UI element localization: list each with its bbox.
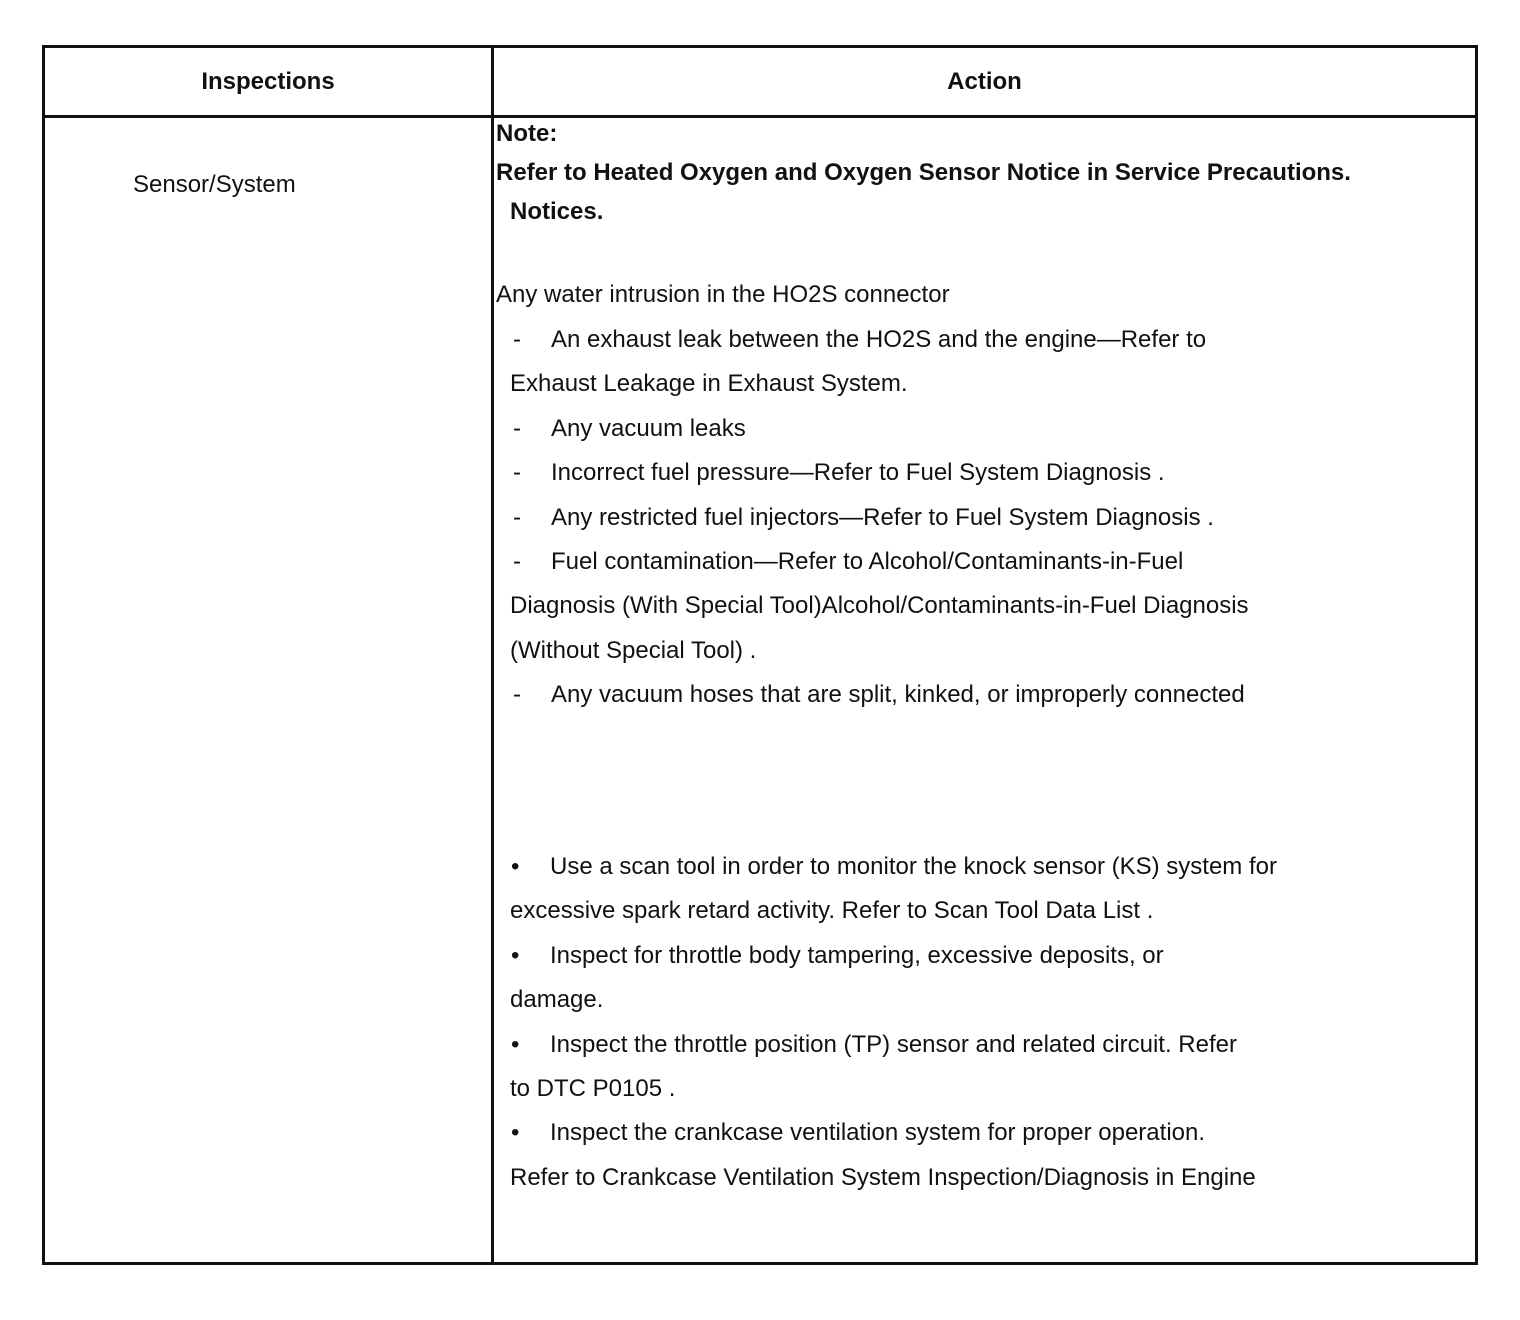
list-item-text: Refer to Crankcase Ventilation System Inspection/Diagnosis in Engine <box>510 1163 1256 1191</box>
header-divider <box>42 115 1478 118</box>
list-item-text: Inspect the throttle position (TP) sensor and related circuit. Refer <box>550 1030 1237 1058</box>
list-item-text: Use a scan tool in order to monitor the knock sensor (KS) system for <box>550 853 1277 880</box>
list-item-text: Any vacuum hoses that are split, kinked, or improperly connected <box>551 681 1245 709</box>
dash-marker: - <box>513 681 521 709</box>
dash-marker: - <box>513 414 521 442</box>
dash-marker: - <box>513 326 521 353</box>
list-item-text: Any vacuum leaks <box>551 414 746 442</box>
dash-marker: - <box>513 503 521 531</box>
bullet-marker: • <box>511 853 520 880</box>
list-item-text: to DTC P0105 . <box>510 1075 676 1102</box>
list-item-text: damage. <box>510 986 604 1014</box>
note-text: Refer to Heated Oxygen and Oxygen Sensor Notice in Service Precautions. <box>496 159 1351 186</box>
note-text-cont: Notices. <box>510 198 604 225</box>
list-item-text: Inspect the crankcase ventilation system for proper operation. <box>550 1119 1206 1147</box>
list-item-text: Exhaust Leakage in Exhaust System. <box>510 370 908 398</box>
list-item-text: Fuel contamination—Refer to Alcohol/Contaminants-in-Fuel <box>551 548 1184 575</box>
list-item-text: (Without Special Tool) . <box>510 636 757 664</box>
note-label: Note: <box>496 120 558 147</box>
header-action: Action <box>947 68 1022 95</box>
dash-marker: - <box>513 459 521 487</box>
column-divider <box>491 45 494 1265</box>
list-item-text: Inspect for throttle body tampering, excessive deposits, or <box>550 941 1164 969</box>
intro-text: Any water intrusion in the HO2S connector <box>496 281 950 308</box>
list-item-text: Diagnosis (With Special Tool)Alcohol/Contaminants-in-Fuel Diagnosis <box>510 592 1249 620</box>
list-item-text: An exhaust leak between the HO2S and the engine—Refer to <box>551 326 1207 353</box>
table-border <box>42 45 1478 1265</box>
header-inspections: Inspections <box>201 68 335 95</box>
list-item-text: Incorrect fuel pressure—Refer to Fuel System Diagnosis . <box>551 459 1165 487</box>
inspection-cell: Sensor/System <box>133 171 296 198</box>
bullet-marker: • <box>511 941 520 969</box>
list-item-text: Any restricted fuel injectors—Refer to Fuel System Diagnosis . <box>551 503 1214 531</box>
dash-marker: - <box>513 548 521 575</box>
list-item-text: excessive spark retard activity. Refer to Scan Tool Data List . <box>510 897 1154 925</box>
bullet-marker: • <box>511 1030 520 1058</box>
bullet-marker: • <box>511 1119 520 1147</box>
